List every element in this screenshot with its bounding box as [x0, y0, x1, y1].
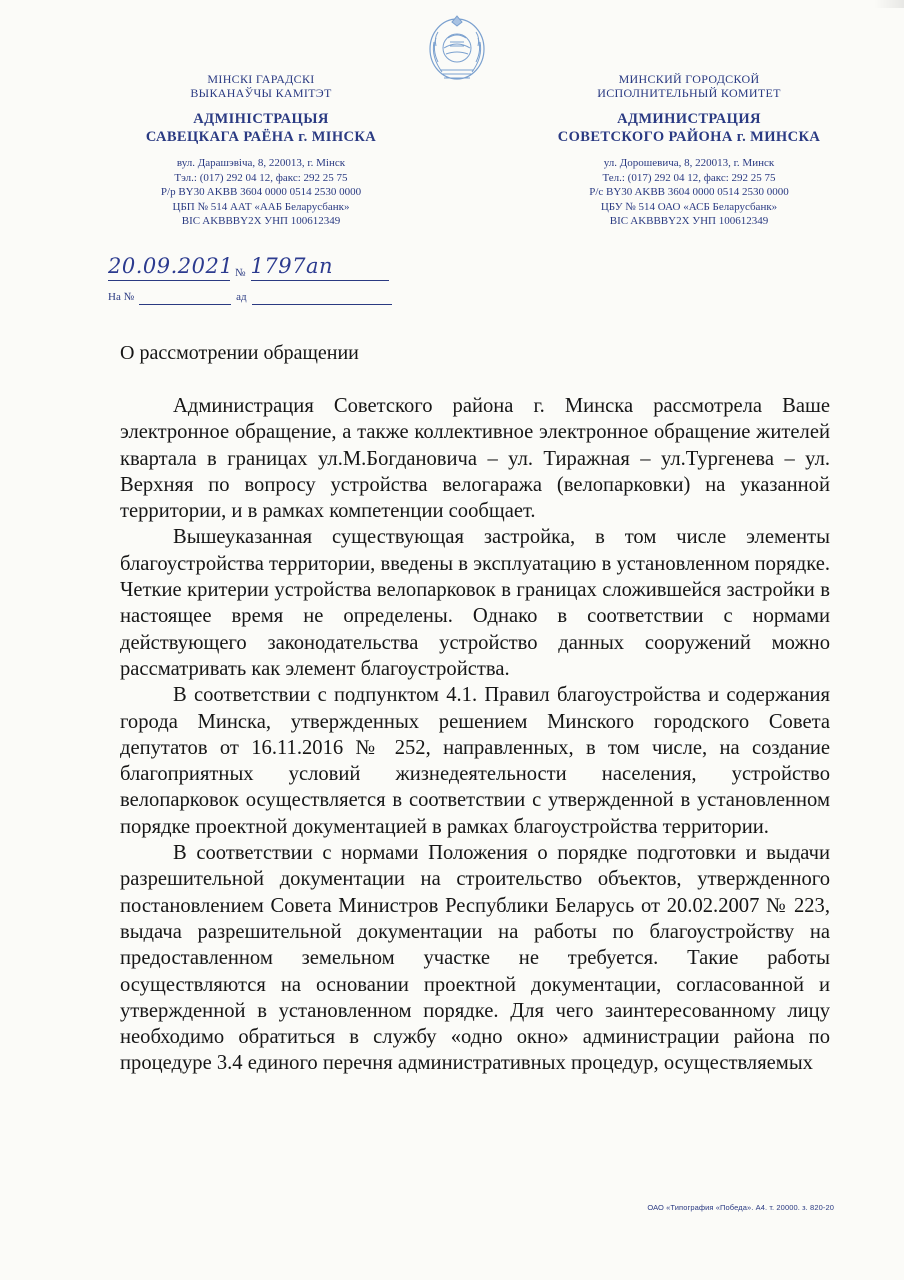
- by-bank: ЦБП № 514 ААТ «ААБ Беларусбанк»: [172, 200, 350, 213]
- ru-phone: Тел.: (017) 292 04 12, факс: 292 25 75: [602, 171, 776, 184]
- ref-from-label: ад: [236, 291, 247, 303]
- paragraph-2: Вышеуказанная существующая застройка, в том числе элементы благоустройства территории, введены в эксплуатацию в установленном порядке. Четкие критерии устройства велопарковок в границах сложившейся застройки в настоящее время не определены. Однако в соответствии с нормами действующего законодательства устройство данных сооружений можно рассматривать как элемент благоустройства.: [120, 526, 830, 680]
- header-belarusian: [96, 72, 426, 229]
- ru-account: Р/с BY30 AKBB 3604 0000 0514 2530 0000: [589, 186, 789, 199]
- letter-subject: О рассмотрении обращении: [120, 342, 359, 364]
- by-account: Р/р BY30 AKBB 3604 0000 0514 2530 0000: [160, 186, 362, 199]
- ru-bic: BIC AKBBBY2X УНП 100612349: [609, 215, 769, 228]
- ru-address: ул. Дорошевича, 8, 220013, г. Минск: [603, 157, 775, 169]
- ru-admin-title: АДМИНИСТРАЦИЯ: [617, 111, 761, 127]
- date-field: [108, 254, 234, 281]
- belarus-coat-of-arms-emblem-icon: [426, 12, 488, 84]
- printer-imprint: ОАО «Типография «Победа». А4. т. 20000. з. 820-20: [647, 1203, 834, 1212]
- header-russian: [524, 72, 854, 229]
- ref-label: На №: [108, 291, 135, 303]
- paragraph-3: В соответствии с подпунктом 4.1. Правил благоустройства и содержания города Минска, утвержденных решением Минского городского Совета депутатов от 16.11.2016 № 252, направленных, в том числе, на создание благоприятных условий жизнедеятельности населения, устройство велопарковок осуществляется в соответствии с утвержденной в установленном порядке проектной документацией в рамках благоустройства территории.: [120, 684, 830, 838]
- ref-number-blank: [139, 290, 231, 305]
- ru-committee-line2: ИСПОЛНИТЕЛЬНЫЙ КОМИТЕТ: [597, 86, 781, 100]
- by-bic: BIC AKBBBY2X УНП 100612349: [181, 215, 341, 228]
- ref-date-blank: [252, 290, 392, 305]
- ru-committee-line1: МИНСКИЙ ГОРОДСКОЙ: [618, 72, 760, 86]
- ru-district-title: СОВЕТСКОГО РАЙОНА г. МИНСКА: [557, 129, 821, 145]
- by-committee-line2: ВЫКАНАЎЧЫ КАМІТЭТ: [190, 86, 332, 100]
- letter-body: [120, 393, 830, 1077]
- by-admin-title: АДМІНІСТРАЦЫЯ: [193, 111, 329, 127]
- by-phone: Тэл.: (017) 292 04 12, факс: 292 25 75: [174, 171, 348, 184]
- handwritten-date: 20.09.2021: [108, 254, 234, 278]
- by-district-title: САВЕЦКАГА РАЁНА г. МІНСКА: [145, 129, 377, 145]
- paragraph-4: В соответствии с нормами Положения о порядке подготовки и выдачи разрешительной документации на строительство объектов, утвержденного постановлением Совета Министров Республики Беларусь от 20.02.2007 № 223, выдача разрешительной документации на работы по благоустройству на предоставленном земельном участке не требуется. Такие работы осуществляются на основании проектной документации, согласованной и утвержденной в установленном порядке. Для чего заинтересованному лицу необходимо обратиться в службу «одно окно» администрации района по процедуре 3.4 единого перечня административных процедур, осуществляемых: [120, 842, 830, 1075]
- number-field: [251, 254, 389, 281]
- scan-corner-shadow: [874, 0, 904, 8]
- by-address: вул. Дарашэвіча, 8, 220013, г. Мінск: [176, 157, 346, 169]
- reference-line: [108, 287, 392, 305]
- by-committee-line1: МІНСКІ ГАРАДСКІ: [207, 72, 315, 86]
- registration-date-number: [108, 254, 389, 281]
- paragraph-1: Администрация Советского района г. Минска рассмотрела Ваше электронное обращение, а также коллективное электронное обращение жителей квартала в границах ул.М.Богдановича – ул. Тиражная – ул.Тургенева – ул. Верхняя по вопросу устройства велогаража (велопарковки) на указанной территории, и в рамках компетенции сообщает.: [120, 395, 830, 523]
- number-label: №: [235, 267, 246, 279]
- handwritten-number: 1797ап: [250, 254, 333, 278]
- ru-bank: ЦБУ № 514 ОАО «АСБ Беларусбанк»: [600, 200, 778, 213]
